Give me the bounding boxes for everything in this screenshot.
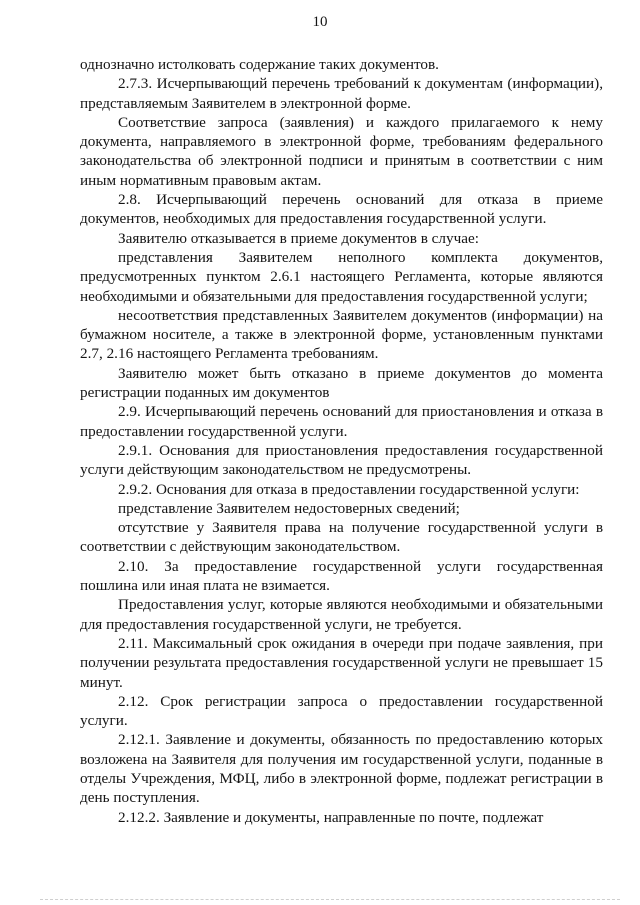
paragraph: 2.9. Исчерпывающий перечень оснований для приостановления и отказа в предоставлении государственной услуги. (80, 403, 603, 440)
paragraph: Заявителю может быть отказано в приеме документов до момента регистрации поданных им документов (80, 364, 603, 402)
paragraph: однозначно истолковать содержание таких документов. (80, 56, 439, 73)
paragraph: 2.12. Срок регистрации запроса о предоставлении государственной услуги. (80, 692, 603, 730)
paragraph: отсутствие у Заявителя права на получение государственной услуги в соответствии с действующим законодательством. (80, 519, 603, 556)
paragraph: представление Заявителем недостоверных сведений; (118, 499, 460, 517)
paragraph: 2.11. Максимальный срок ожидания в очереди при подаче заявления, при получении результата предоставления государственной услуги не превышает 15 минут. (80, 634, 603, 691)
scan-edge-rule (40, 899, 620, 900)
paragraph: 2.12.2. Заявление и документы, направленные по почте, подлежат (118, 808, 544, 826)
document-body (80, 55, 603, 827)
paragraph: Предоставления услуг, которые являются необходимыми и обязательными для предоставления государственной услуги, не требуется. (80, 596, 603, 633)
paragraph: представления Заявителем неполного комплекта документов, предусмотренных пунктом 2.6.1 настоящего Регламента, которые являются необходимыми и обязательными для предоставления государственной услуги; (80, 248, 603, 305)
paragraph: несоответствия представленных Заявителем документов (информации) на бумажном носителе, а также в электронной форме, установленным пунктами 2.7, 2.16 настоящего Регламента требованиям. (80, 306, 603, 363)
paragraph: 2.7.3. Исчерпывающий перечень требований к документам (информации), представляемым Заявителем в электронной форме. (80, 75, 603, 112)
paragraph: Соответствие запроса (заявления) и каждого прилагаемого к нему документа, направляемого в электронной форме, требованиям федерального законодательства об электронной подписи и принятым в соответствии с ним иным нормативным правовым актам. (80, 113, 603, 189)
page-number: 10 (312, 14, 328, 30)
paragraph: 2.10. За предоставление государственной услуги государственная пошлина или иная плата не взимается. (80, 557, 603, 595)
paragraph: 2.12.1. Заявление и документы, обязанность по предоставлению которых возложена на Заявителя для получения им государственной услуги, поданные в отделы Учреждения, МФЦ, либо в электронной форме, подлежат регистрации в день поступления. (80, 731, 603, 807)
paragraph: Заявителю отказывается в приеме документов в случае: (118, 229, 479, 247)
paragraph: 2.9.1. Основания для приостановления предоставления государственной услуги действующим законодательством не предусмотрены. (80, 441, 603, 479)
paragraph: 2.8. Исчерпывающий перечень оснований для отказа в приеме документов, необходимых для предоставления государственной услуги. (80, 191, 603, 228)
paragraph: 2.9.2. Основания для отказа в предоставлении государственной услуги: (118, 480, 580, 498)
